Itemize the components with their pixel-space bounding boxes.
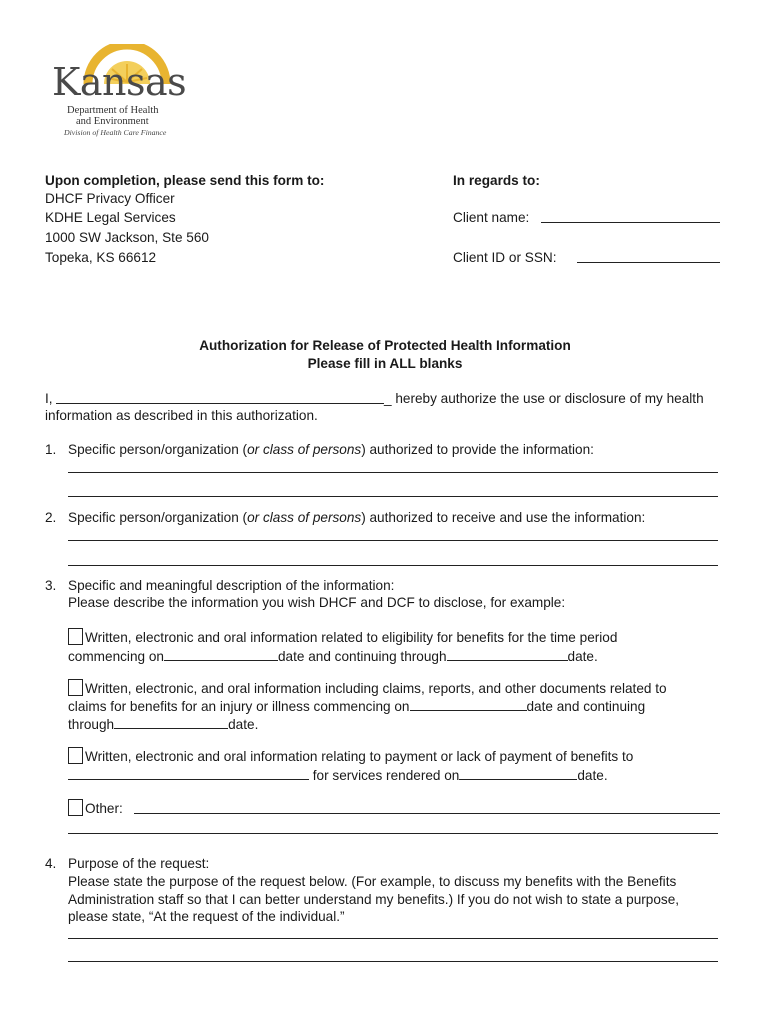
- item1-text-before: Specific person/organization (: [68, 442, 248, 457]
- other-field-1[interactable]: [134, 813, 720, 814]
- option2-end-date-field[interactable]: [114, 714, 228, 729]
- option1-start-date-field[interactable]: [164, 646, 278, 661]
- item2-text-before: Specific person/organization (: [68, 510, 248, 525]
- option3-recipient-field[interactable]: [68, 765, 309, 780]
- client-id-label: Client ID or SSN:: [453, 250, 557, 265]
- option1-checkbox[interactable]: [68, 628, 83, 645]
- item2-text: [68, 508, 645, 527]
- option2-claims-label: claims for benefits for an injury or illness commencing on: [68, 699, 410, 714]
- option2-date-label: date.: [228, 717, 259, 732]
- authorizer-name-field[interactable]: [56, 403, 384, 404]
- option1-date-label: date.: [567, 649, 598, 664]
- send-to-heading: Upon completion, please send this form to:: [45, 173, 325, 188]
- option3-checkbox[interactable]: [68, 747, 83, 764]
- option4-checkbox[interactable]: [68, 799, 83, 816]
- send-to-line-4: Topeka, KS 66612: [45, 250, 157, 265]
- option1-continuing-label: date and continuing through: [277, 649, 447, 664]
- option4-label: Other:: [85, 801, 123, 816]
- option3-row2: [68, 765, 608, 785]
- option3-date-label: date.: [577, 768, 608, 783]
- item4-line-4: please state, “At the request of the individual.”: [68, 909, 345, 924]
- item2-text-italic: or class of persons: [247, 510, 362, 525]
- item1-text-italic: or class of persons: [247, 442, 362, 457]
- purpose-field-2[interactable]: [68, 961, 718, 962]
- option2-text: Written, electronic, and oral information including claims, reports, and other documents related to: [85, 681, 667, 696]
- logo-dept-line1: Department of Health: [67, 105, 159, 116]
- item1-field-1[interactable]: [68, 472, 718, 473]
- option2-start-date-field[interactable]: [410, 696, 527, 711]
- item3-line-1: Specific and meaningful description of the information:: [68, 578, 395, 593]
- kdhe-logo: [52, 44, 187, 139]
- option3-row1: [68, 747, 633, 766]
- option1-end-date-field[interactable]: [447, 646, 568, 661]
- item4-line-2: Please state the purpose of the request below. (For example, to discuss my benefits with the Benefits: [68, 874, 677, 889]
- item2-text-after: ) authorized to receive and use the information:: [361, 510, 646, 525]
- send-to-line-3: 1000 SW Jackson, Ste 560: [45, 230, 209, 245]
- item3-number: 3.: [45, 578, 57, 593]
- client-name-field[interactable]: [541, 222, 720, 223]
- option1-row1: [68, 628, 617, 647]
- item2-field-2[interactable]: [68, 565, 718, 566]
- item1-number: 1.: [45, 442, 57, 457]
- item4-number: 4.: [45, 856, 57, 871]
- option3-rendered-label: for services rendered on: [309, 768, 460, 783]
- send-to-line-1: DHCF Privacy Officer: [45, 191, 175, 206]
- logo-wordmark: Kansas: [52, 60, 187, 104]
- option2-checkbox[interactable]: [68, 679, 83, 696]
- logo-dept-line2: and Environment: [76, 116, 149, 127]
- form-subtitle: Please fill in ALL blanks: [307, 356, 463, 371]
- item2-number: 2.: [45, 510, 57, 525]
- option3-text: Written, electronic and oral information relating to payment or lack of payment of benefits to: [85, 749, 634, 764]
- logo-division: Division of Health Care Finance: [64, 128, 167, 137]
- option1-commencing-label: commencing on: [68, 649, 164, 664]
- option4-row: [68, 799, 123, 818]
- option1-text: Written, electronic and oral information related to eligibility for benefits for the time period: [85, 630, 618, 645]
- purpose-field-1[interactable]: [68, 938, 718, 939]
- option3-date-field[interactable]: [459, 765, 577, 780]
- item4-line-1: Purpose of the request:: [68, 856, 210, 871]
- option2-continuing-label: date and continuing: [526, 699, 646, 714]
- client-name-label: Client name:: [453, 210, 530, 225]
- other-field-2[interactable]: [68, 833, 718, 834]
- intro-prefix: I,: [45, 391, 53, 406]
- item1-text: [68, 440, 594, 459]
- regards-heading: In regards to:: [453, 173, 540, 188]
- intro-suffix: _ hereby authorize the use or disclosure of my health: [384, 391, 704, 406]
- send-to-line-2: KDHE Legal Services: [45, 210, 176, 225]
- option1-row2: [68, 646, 598, 666]
- form-title: Authorization for Release of Protected Health Information: [199, 338, 571, 353]
- option2-row3: [68, 714, 258, 734]
- intro-line-2: information as described in this authorization.: [45, 408, 318, 423]
- option2-row2: [68, 696, 645, 716]
- item3-line-2: Please describe the information you wish DHCF and DCF to disclose, for example:: [68, 595, 566, 610]
- item1-text-after: ) authorized to provide the information:: [361, 442, 594, 457]
- item4-line-3: Administration staff so that I can better understand my benefits.) If you do not wish to state a purpose,: [68, 892, 680, 907]
- item1-field-2[interactable]: [68, 496, 718, 497]
- client-id-field[interactable]: [577, 262, 720, 263]
- item2-field-1[interactable]: [68, 540, 718, 541]
- option2-through-label: through: [68, 717, 115, 732]
